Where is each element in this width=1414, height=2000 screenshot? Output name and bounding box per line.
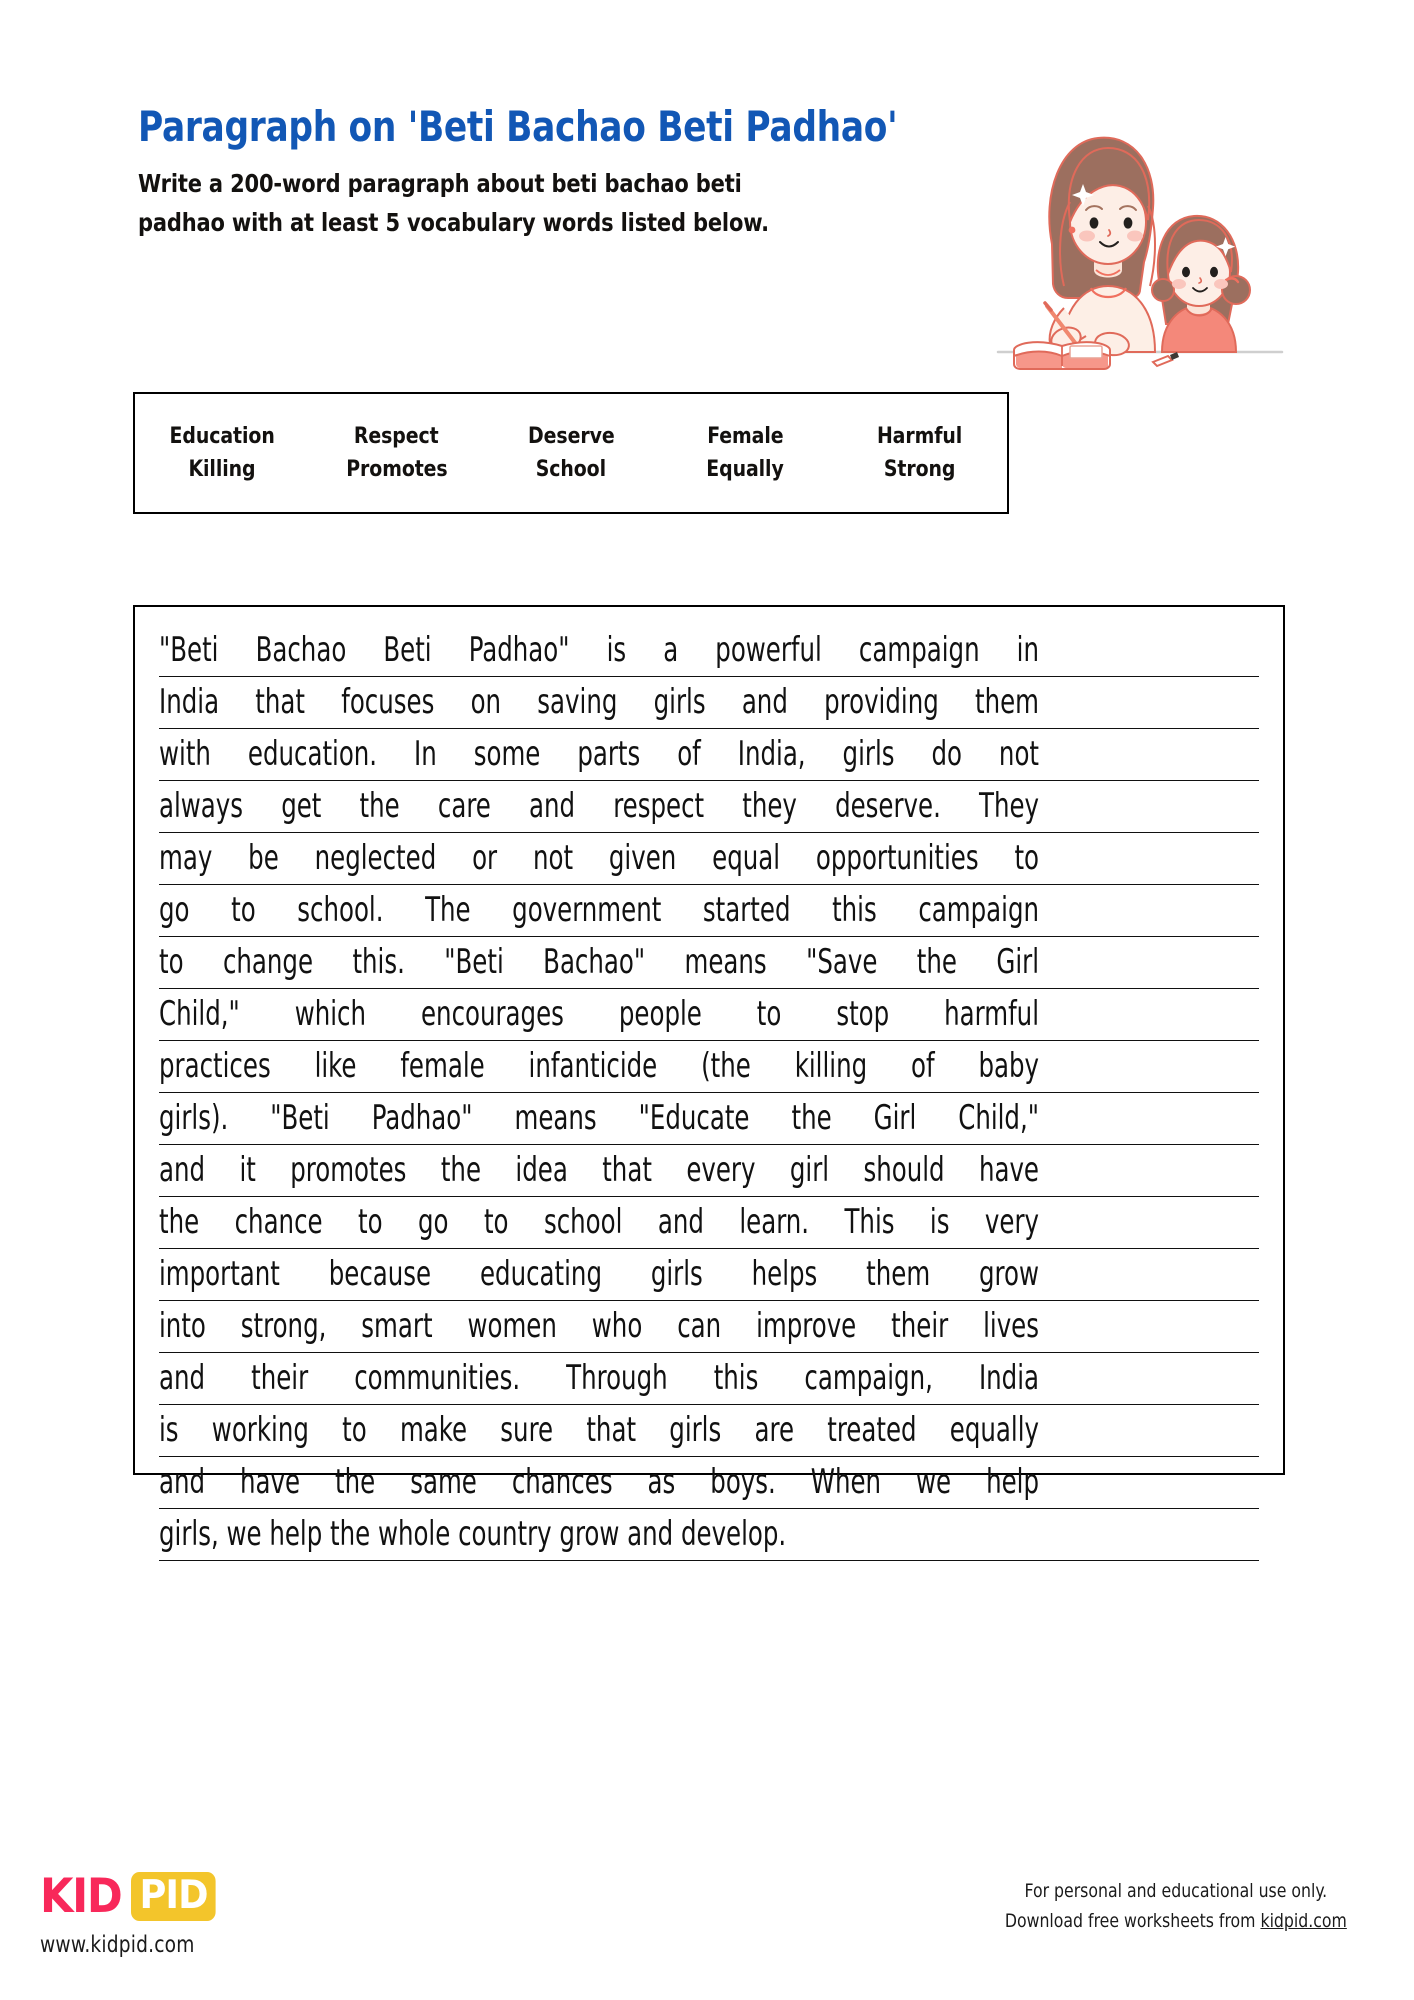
answer-line: "Beti Bachao Beti Padhao" is a powerful campaign in [159,625,1259,677]
answer-line: to change this. "Beti Bachao" means "Save the Girl [159,937,1259,989]
footer-note-line-1: For personal and educational use only. [1024,1880,1328,1902]
answer-line: go to school. The government started this campaign [159,885,1259,937]
vocab-word: Harmful [877,424,963,449]
answer-line: girls, we help the whole country grow and develop. [159,1509,1259,1561]
vocab-word: Promotes [345,457,448,482]
kidpid-logo-mark [40,1868,222,1924]
vocab-word: Respect [354,424,439,449]
answer-line: India that focuses on saving girls and providing them [159,677,1259,729]
footer-note-line-2 [1005,1906,1347,1936]
vocab-word: Strong [884,457,956,482]
vocabulary-row-1 [135,420,1007,453]
answer-line: important because educating girls helps them grow [159,1249,1259,1301]
header-text-block [138,100,968,241]
logo-kid-text: KID [40,1868,122,1924]
page-title: Paragraph on 'Beti Bachao Beti Padhao' [138,102,898,151]
kidpid-logo[interactable] [40,1868,222,1958]
vocab-word: Female [707,424,784,449]
answer-line: may be neglected or not given equal opportunities to [159,833,1259,885]
answer-line: into strong, smart women who can improve their lives [159,1301,1259,1353]
answer-writing-area[interactable] [133,605,1285,1554]
answer-line: practices like female infanticide (the killing of baby [159,1041,1259,1093]
answer-line: and their communities. Through this campaign, India [159,1353,1259,1405]
answer-line: Child," which encourages people to stop harmful [159,989,1259,1041]
vocab-word: Deserve [527,424,615,449]
answer-line: with education. In some parts of India, girls do not [159,729,1259,781]
answer-line: girls). "Beti Padhao" means "Educate the Girl Child," [159,1093,1259,1145]
instruction-line-1: Write a 200-word paragraph about beti bachao beti [138,168,742,198]
vocab-word: School [535,457,607,482]
footer-usage-notes [990,1876,1362,1936]
vocab-word: Killing [188,457,256,482]
mother-and-daughter-reading-illustration [990,94,1290,384]
vocabulary-row-2 [135,453,1007,486]
logo-pid-badge: PID [131,1872,216,1921]
instruction-line-2: padhao with at least 5 vocabulary words listed below. [138,207,769,237]
vocab-word: Education [169,424,275,449]
worksheet-header [138,100,1278,330]
vocabulary-word-bank [133,392,1009,514]
kidpid-footer-link[interactable]: kidpid.com [1260,1910,1348,1932]
footer-note-prefix: Download free worksheets from [1005,1910,1261,1932]
vocab-word: Equally [706,457,785,482]
logo-website-url: www.kidpid.com [40,1932,195,1958]
answer-line: always get the care and respect they deserve. They [159,781,1259,833]
page-footer [0,1840,1414,2000]
answer-line: is working to make sure that girls are treated equally [159,1405,1259,1457]
answer-line: and have the same chances as boys. When we help [159,1457,1259,1509]
answer-line: the chance to go to school and learn. This is very [159,1197,1259,1249]
answer-line: and it promotes the idea that every girl should have [159,1145,1259,1197]
